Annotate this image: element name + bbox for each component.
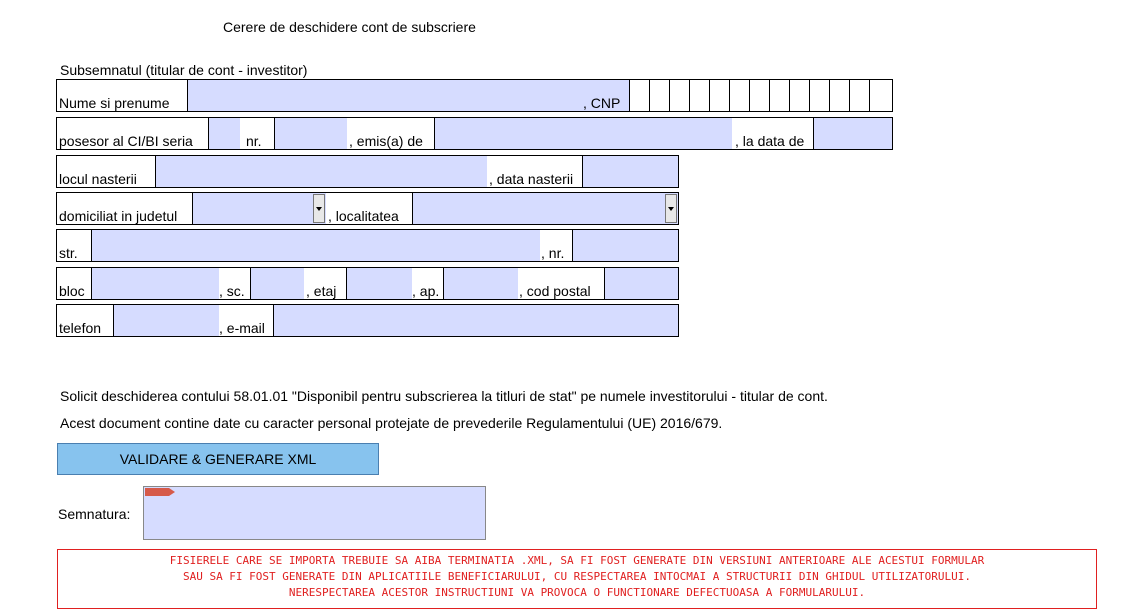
cnp-cell[interactable] (689, 80, 709, 111)
cnp-cell[interactable] (629, 80, 649, 111)
warning-line-3: NERESPECTAREA ACESTOR INSTRUCTIUNI VA PROVOCA O FUNCTIONARE DEFECTUOASA A FORMULARULUI. (288, 586, 866, 599)
import-warning-box (57, 549, 1097, 609)
stair-field[interactable] (250, 268, 304, 299)
postal-code-field[interactable] (604, 268, 678, 299)
cnp-cell[interactable] (849, 80, 869, 111)
id-series-field[interactable] (208, 118, 240, 149)
dropdown-arrow-icon[interactable] (665, 194, 677, 223)
apartment-label: , ap. (412, 283, 440, 299)
issued-by-field[interactable] (434, 118, 732, 149)
birthdate-field[interactable] (582, 156, 678, 187)
section-label: Subsemnatul (titular de cont - investitor) (60, 62, 308, 78)
email-field[interactable] (273, 305, 678, 336)
phone-label: telefon (59, 320, 102, 336)
row-building (56, 267, 679, 300)
cnp-cells (629, 80, 893, 111)
id-series-label: posesor al CI/BI seria (59, 133, 193, 149)
birthplace-field[interactable] (155, 156, 487, 187)
cnp-cell[interactable] (749, 80, 769, 111)
stair-label: , sc. (219, 283, 245, 299)
dropdown-arrow-icon[interactable] (313, 194, 325, 223)
validate-generate-xml-button[interactable]: VALIDARE & GENERARE XML (57, 443, 379, 475)
email-label: , e-mail (219, 320, 265, 336)
floor-label: , etaj (306, 283, 337, 299)
issue-date-label: , la data de (735, 133, 805, 149)
street-number-label: , nr. (541, 245, 565, 261)
name-label: Nume si prenume (59, 95, 170, 111)
request-text: Solicit deschiderea contului 58.01.01 "Disponibil pentru subscrierea la titluri de stat" pe numele investitorului - titular de cont. (60, 388, 828, 404)
apartment-field[interactable] (443, 268, 518, 299)
cnp-cell[interactable] (729, 80, 749, 111)
id-number-field[interactable] (274, 118, 347, 149)
cnp-cell[interactable] (709, 80, 729, 111)
row-birth (56, 155, 679, 188)
cnp-cell[interactable] (789, 80, 809, 111)
row-contact (56, 304, 679, 337)
birthdate-label: , data nasterii (489, 171, 574, 187)
floor-field[interactable] (346, 268, 412, 299)
row-id-card (56, 117, 893, 150)
issue-date-field[interactable] (813, 118, 892, 149)
cnp-cell[interactable] (769, 80, 789, 111)
row-name-cnp (56, 79, 893, 112)
cnp-cell[interactable] (829, 80, 849, 111)
signature-label: Semnatura: (58, 506, 131, 522)
name-field[interactable] (187, 80, 639, 111)
cnp-cell[interactable] (809, 80, 829, 111)
locality-select[interactable] (412, 193, 678, 224)
street-field[interactable] (91, 230, 540, 261)
gdpr-notice: Acest document contine date cu caracter personal protejate de prevederile Regulamentului (UE) 2016/679. (60, 415, 723, 431)
row-street (56, 229, 679, 262)
county-label: domiciliat in judetul (59, 208, 178, 224)
cnp-cell[interactable] (869, 80, 889, 111)
street-number-field[interactable] (572, 230, 678, 261)
cnp-cell[interactable] (649, 80, 669, 111)
signature-flag-icon (145, 488, 175, 496)
cnp-label: , CNP (583, 95, 621, 111)
postal-code-label: , cod postal (519, 283, 591, 299)
block-label: bloc (59, 283, 85, 299)
id-number-label: nr. (246, 133, 262, 149)
block-field[interactable] (91, 268, 219, 299)
warning-line-1: FISIERELE CARE SE IMPORTA TREBUIE SA AIBA TERMINATIA .XML, SA FI FOST GENERATE DIN VERSIUNI ANTERIOARE ALE ACESTUI FORMULAR (169, 554, 985, 567)
birthplace-label: locul nasterii (59, 171, 137, 187)
street-label: str. (59, 245, 78, 261)
row-residence (56, 192, 679, 225)
page-title: Cerere de deschidere cont de subscriere (223, 19, 476, 35)
signature-field[interactable] (143, 486, 486, 540)
locality-label: , localitatea (328, 208, 399, 224)
warning-line-2: SAU SA FI FOST GENERATE DIN APLICATIILE BENEFICIARULUI, CU RESPECTAREA INTOCMAI A STRUCTURII DIN GHIDUL UTILIZATORULUI. (182, 570, 972, 583)
county-select[interactable] (192, 193, 326, 224)
phone-field[interactable] (113, 305, 219, 336)
issued-by-label: , emis(a) de (349, 133, 423, 149)
cnp-cell[interactable] (669, 80, 689, 111)
